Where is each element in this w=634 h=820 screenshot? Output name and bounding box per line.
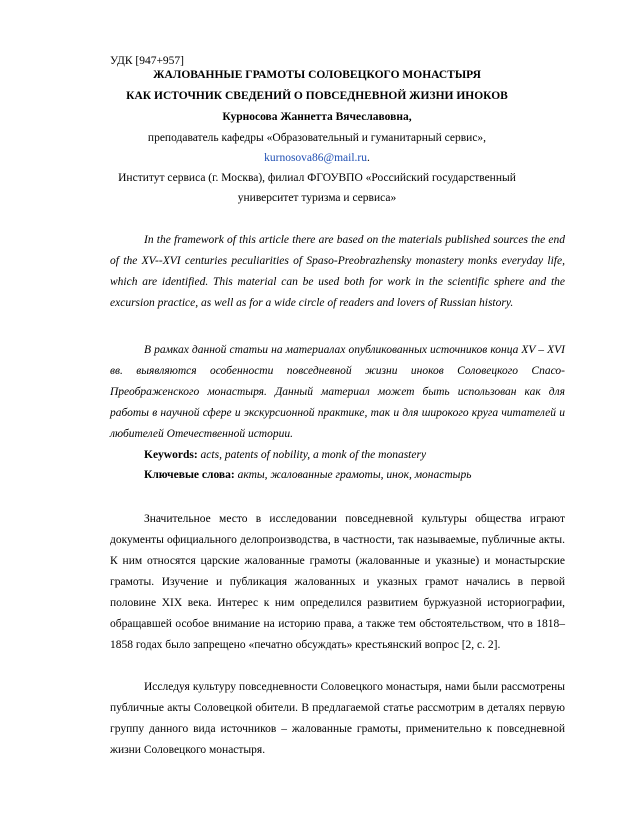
author-name-suffix: ,: [408, 111, 412, 123]
keywords-english-label: Keywords:: [144, 449, 198, 461]
body-paragraph-2: Исследуя культуру повседневности Соловецкого монастыря, нами были рассмотрены публичные акты Соловецкой обители. В предлагаемой статье рассмотрим в деталях первую группу данного вида источников – жалованные грамоты, применительно к повседневной жизни Соловецкого монастыря.: [110, 681, 565, 756]
author-email-suffix: .: [367, 152, 370, 164]
keywords-russian-label: Ключевые слова:: [144, 469, 235, 481]
abstract-russian: В рамках данной статьи на материалах опубликованных источников конца XV – XVI вв. выявляются особенности повседневной жизни иноков Соловецкого Спасо-Преображенского монастыря. Данный материал может быть использован как для работы в научной сфере и экскурсионной практике, так и для широкого круга читателей и любителей Отечественной истории.: [110, 344, 565, 440]
keywords-russian-value: акты, жалованные грамоты, инок, монастырь: [237, 469, 472, 481]
body-paragraph-1: Значительное место в исследовании повседневной культуры общества играют документы официального делопроизводства, в частности, так называемые, публичные акты. К ним относятся царские жалованные грамоты (жалованные и указные) и монастырские грамоты. Изучение и публикация жалованных и указных грамот начались в первой половине XIX века. Интерес к ним определился развитием буржуазной историографии, обращавшей особое внимание на историю права, а также тем обстоятельством, что в 1818–1858 годах было запрещено «печатно обсуждать» крестьянский вопрос [2, с. 2].: [110, 513, 565, 651]
institution-line-2: университет туризма и сервиса»: [237, 192, 397, 204]
abstract-english: In the framework of this article there are based on the materials published sources the end of the XV--XVI centuries peculiarities of Spaso-Preobrazhensky monastery monks everyday life, which are identified. This material can be used both for work in the scientific sphere and the excursion practice, as well as for a wide circle of readers and lovers of Russian history.: [110, 234, 565, 309]
author-position: преподаватель кафедры «Образовательный и гуманитарный сервис»,: [147, 132, 487, 144]
institution-line-1: Институт сервиса (г. Москва), филиал ФГОУВПО «Российский государственный: [118, 172, 516, 184]
author-email-line: [0, 152, 634, 164]
author-email-link[interactable]: kurnosova86@mail.ru: [264, 152, 368, 164]
keywords-english: [144, 449, 426, 461]
author-line: [0, 111, 634, 123]
article-title-line-1: ЖАЛОВАННЫЕ ГРАМОТЫ СОЛОВЕЦКОГО МОНАСТЫРЯ: [153, 69, 481, 81]
keywords-russian: [144, 469, 471, 481]
author-name: Курносова Жаннетта Вячеславовна: [222, 111, 409, 123]
article-title-line-2: КАК ИСТОЧНИК СВЕДЕНИЙ О ПОВСЕДНЕВНОЙ ЖИЗНИ ИНОКОВ: [126, 90, 508, 102]
keywords-english-value: acts, patents of nobility, a monk of the monastery: [200, 449, 427, 461]
udk-code: УДК [947+957]: [110, 55, 185, 67]
